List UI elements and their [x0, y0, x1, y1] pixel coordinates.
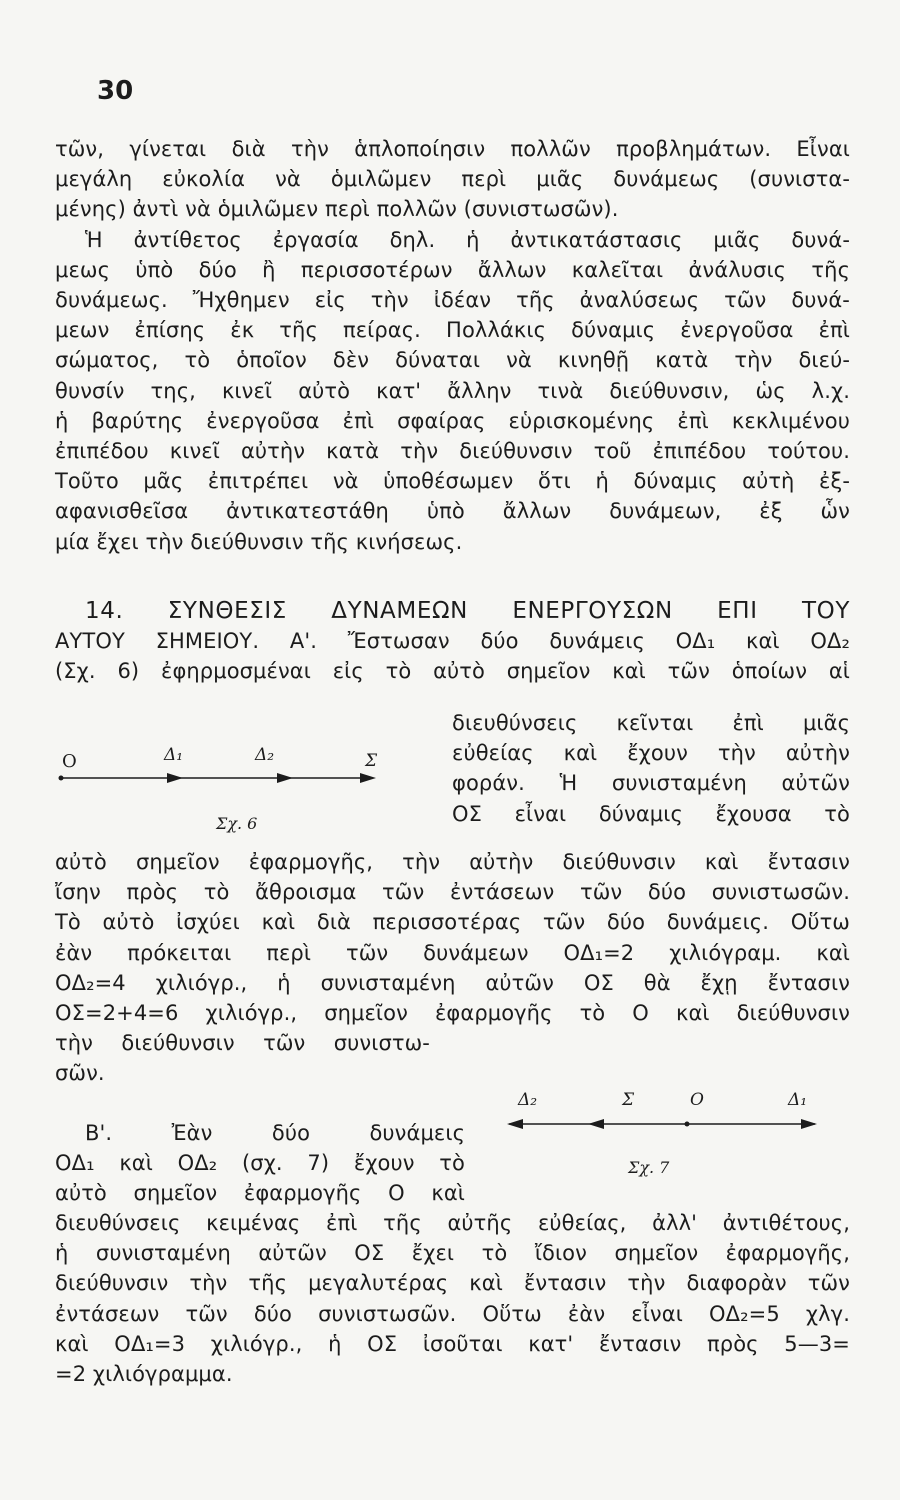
- text-line: δυνάμεως. Ἤχθημεν εἰς τὴν ἰδέαν τῆς ἀναλύσεως τῶν δυνά-: [55, 288, 850, 313]
- arrow-d2: [277, 773, 293, 783]
- text-line: αφανισθεῖσα ἀντικατεστάθη ὑπὸ ἄλλων δυνάμεων, ἐξ ὧν: [55, 499, 850, 524]
- fig6-wrap-text: [452, 708, 850, 829]
- origin-point: [59, 776, 64, 781]
- paragraph-block-2-wrap: [55, 1028, 430, 1088]
- text-line: ἐντάσεων τῶν δύο συνιστωσῶν. Οὕτω ἐὰν εἶναι ΟΔ₂=5 χλγ.: [55, 1301, 850, 1326]
- text-line: μεγάλη εὐκολία νὰ ὁμιλῶμεν περὶ μιᾶς δυνάμεως (συνιστα-: [55, 167, 850, 192]
- text-line: διευθύνσεις κεῖνται ἐπὶ μιᾶς: [452, 711, 850, 735]
- fig6-label-sigma: Σ: [365, 751, 378, 771]
- text-line: Τοῦτο μᾶς ἐπιτρέπει νὰ ὑποθέσωμεν ὅτι ἡ δύναμις αὐτὴ ἐξ-: [55, 469, 850, 494]
- text-line: καὶ ΟΔ₁=3 χιλιόγρ., ἡ ΟΣ ἰσοῦται κατ' ἔντασιν πρὸς 5—3=: [55, 1331, 850, 1356]
- arrow-sigma: [588, 1119, 604, 1129]
- text-line: Β'. Ἐὰν δύο δυνάμεις: [85, 1121, 465, 1145]
- text-line: φοράν. Ἡ συνισταμένη αὐτῶν: [452, 771, 850, 796]
- arrow-d1: [801, 1119, 817, 1129]
- section-heading: [55, 596, 850, 687]
- figure-7: [505, 1110, 825, 1140]
- text-line: τῶν, γίνεται διὰ τὴν ἁπλοποίησιν πολλῶν προβλημάτων. Εἶναι: [55, 137, 850, 161]
- origin-point: [685, 1122, 690, 1127]
- text-line: ἐὰν πρόκειται περὶ τῶν δυνάμεων ΟΔ₁=2 χιλιόγραμ. καὶ: [55, 940, 850, 965]
- text-line: αὐτὸ σημεῖον ἐφαρμογῆς Ο καὶ: [55, 1181, 465, 1206]
- text-line: μεως ὑπὸ δύο ἢ περισσοτέρων ἄλλων καλεῖται ἀνάλυσις τῆς: [55, 257, 850, 282]
- text-line: ἴσην πρὸς τὸ ἄθροισμα τῶν ἐντάσεων τῶν δύο συνιστωσῶν.: [55, 880, 850, 905]
- fig6-label-d1: Δ₁: [164, 745, 184, 765]
- fig7-label-d2: Δ₂: [518, 1090, 538, 1110]
- arrow-sigma: [360, 773, 376, 783]
- fig6-caption: Σχ. 6: [216, 814, 258, 833]
- fig7-wrap-text: [55, 1118, 465, 1209]
- text-line: διεύθυνσιν τὴν τῆς μεγαλυτέρας καὶ ἔντασιν τὴν διαφορὰν τῶν: [55, 1271, 850, 1296]
- text-line: ΟΔ₂=4 χιλιόγρ., ἡ συνισταμένη αὐτῶν ΟΣ θὰ ἔχῃ ἔντασιν: [55, 970, 850, 995]
- fig7-label-o: Ο: [690, 1090, 704, 1110]
- paragraph-block-1: [55, 134, 850, 557]
- page-number: 30: [97, 76, 134, 106]
- fig6-label-o: Ο: [62, 751, 77, 772]
- text-line: ἡ συνισταμένη αὐτῶν ΟΣ ἔχει τὸ ἴδιον σημεῖον ἐφαρμογῆς,: [55, 1241, 850, 1266]
- text-line: ΟΣ εἶναι δύναμις ἔχουσα τὸ: [452, 801, 850, 826]
- figure-6: [55, 740, 385, 800]
- arrow-d1: [167, 773, 183, 783]
- text-line: αὐτὸ σημεῖον ἐφαρμογῆς, τὴν αὐτὴν διεύθυνσιν καὶ ἔντασιν: [55, 850, 850, 874]
- text-line: ἡ βαρύτης ἐνεργοῦσα ἐπὶ σφαίρας εὑρισκομένης ἐπὶ κεκλιμένου: [55, 408, 850, 433]
- text-line: εὐθείας καὶ ἔχουν τὴν αὐτὴν: [452, 741, 850, 766]
- text-line: θυνσίν της, κινεῖ αὐτὸ κατ' ἄλλην τινὰ διεύθυνσιν, ὡς λ.χ.: [55, 378, 850, 403]
- text-line: μεων ἐπίσης ἐκ τῆς πείρας. Πολλάκις δύναμις ἐνεργοῦσα ἐπὶ: [55, 318, 850, 343]
- text-line: σώματος, τὸ ὁποῖον δὲν δύναται νὰ κινηθῇ κατὰ τὴν διεύ-: [55, 348, 850, 373]
- fig7-label-d1: Δ₁: [788, 1090, 808, 1110]
- text-line: τὴν διεύθυνσιν τῶν συνιστω-: [55, 1031, 430, 1055]
- text-line: ΟΣ=2+4=6 χιλιόγρ., σημεῖον ἐφαρμογῆς τὸ Ο καὶ διεύθυνσιν: [55, 1001, 850, 1026]
- text-line: σῶν.: [55, 1061, 105, 1086]
- text-line: Τὸ αὐτὸ ἰσχύει καὶ διὰ περισσοτέρας τῶν δύο δυνάμεις. Οὕτω: [55, 910, 850, 935]
- text-line: μία ἔχει τὴν διεύθυνσιν τῆς κινήσεως.: [55, 529, 463, 554]
- paragraph-block-2: [55, 847, 850, 1028]
- text-line: ἐπιπέδου κινεῖ αὐτὴν κατὰ τὴν διεύθυνσιν τοῦ ἐπιπέδου τούτου.: [55, 439, 850, 464]
- section-heading-line: ΑΥΤΟΥ ΣΗΜΕΙΟΥ. Α'. Ἔστωσαν δύο δυνάμεις ΟΔ₁ καὶ ΟΔ₂: [55, 629, 850, 654]
- section-heading-line: 14. ΣΥΝΘΕΣΙΣ ΔΥΝΑΜΕΩΝ ΕΝΕΡΓΟΥΣΩΝ ΕΠΙ ΤΟΥ: [85, 598, 850, 624]
- fig7-label-sigma: Σ: [622, 1090, 635, 1110]
- paragraph-block-3: [55, 1208, 850, 1389]
- fig7-caption: Σχ. 7: [628, 1158, 670, 1177]
- text-line: (Σχ. 6) ἐφηρμοσμέναι εἰς τὸ αὐτὸ σημεῖον καὶ τῶν ὁποίων αἱ: [55, 659, 850, 684]
- fig6-label-d2: Δ₂: [255, 745, 275, 765]
- text-line: =2 χιλιόγραμμα.: [55, 1362, 233, 1387]
- text-line: ΟΔ₁ καὶ ΟΔ₂ (σχ. 7) ἔχουν τὸ: [55, 1151, 465, 1176]
- text-line: διευθύνσεις κειμένας ἐπὶ τῆς αὐτῆς εὐθείας, ἀλλ' ἀντιθέτους,: [55, 1211, 850, 1235]
- text-line: μένης) ἀντὶ νὰ ὁμιλῶμεν περὶ πολλῶν (συνιστωσῶν).: [55, 197, 619, 222]
- text-line: Ἡ ἀντίθετος ἐργασία δηλ. ἡ ἀντικατάστασις μιᾶς δυνά-: [85, 227, 850, 252]
- arrow-d2: [507, 1119, 523, 1129]
